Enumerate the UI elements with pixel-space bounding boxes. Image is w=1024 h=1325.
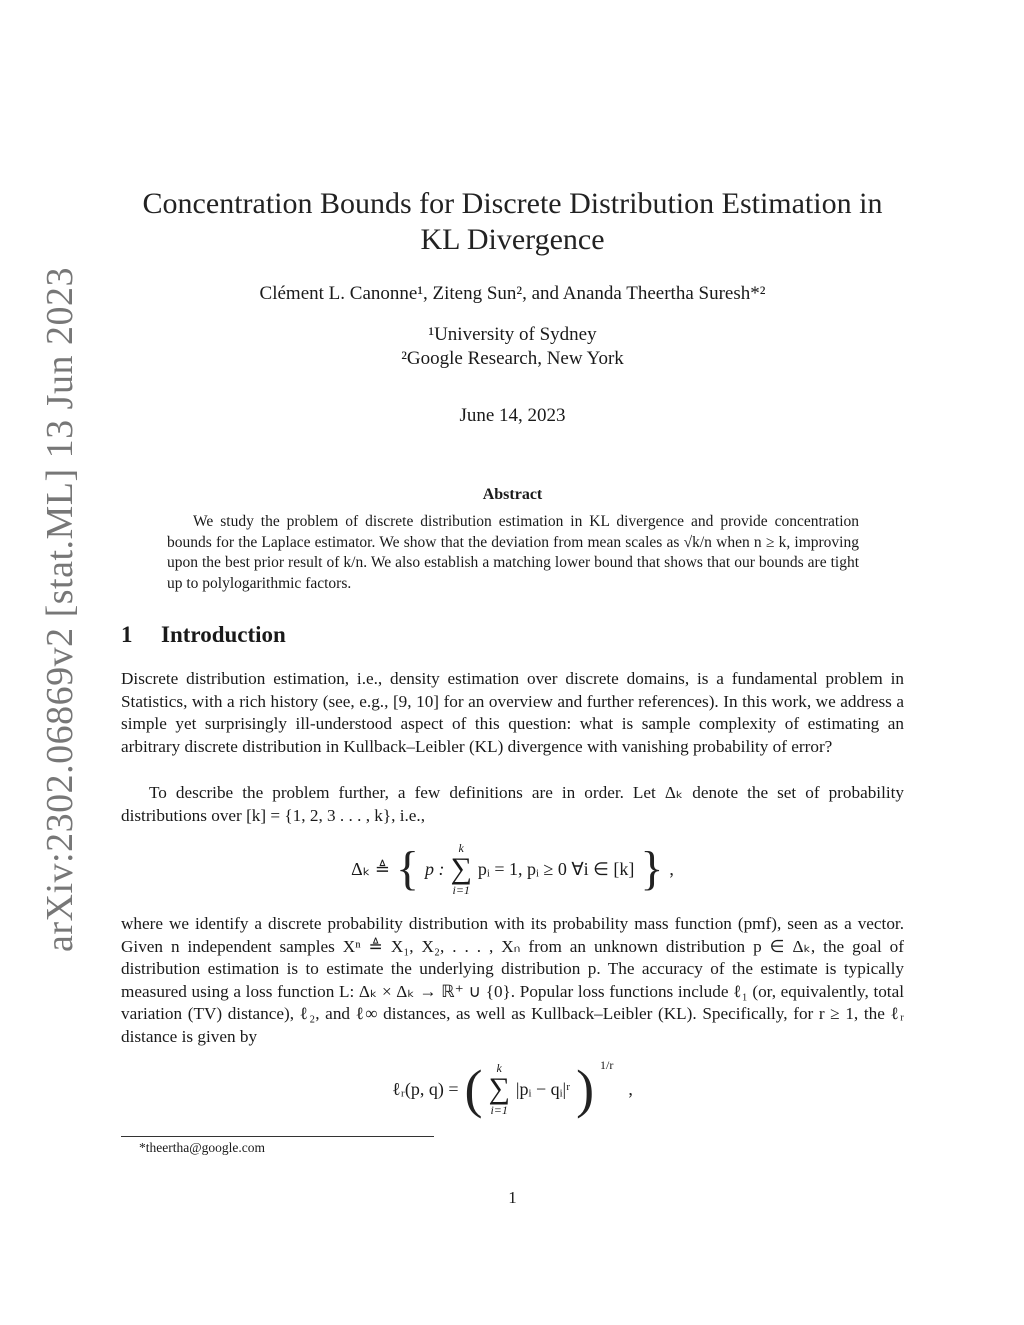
paragraph-text: Discrete distribution estimation, i.e., density estimation over discrete domains, is a fundamental problem in Statistics, with a rich history (see, e.g., [9, 10] for an overview and further references). In this work, we address a simple yet surprisingly ill-understood aspect of this question: what is sample complexity of estimating an arbitrary discrete distribution in Kullback–Leibler (KL) divergence with vanishing probability of error? — [121, 669, 904, 756]
affiliations — [121, 323, 904, 371]
section-number: 1 — [121, 622, 133, 647]
equation-condition: pᵢ = 1, pᵢ ≥ 0 ∀i ∈ [k] — [477, 858, 635, 879]
author-list: Clément L. Canonne¹, Ziteng Sun², and Ananda Theertha Suresh*² — [259, 283, 766, 304]
paragraph-1 — [121, 668, 904, 758]
equation-set-var: p : — [425, 858, 445, 879]
arxiv-identifier: arXiv:2302.06869v2 [stat.ML] 13 Jun 2023 — [39, 267, 81, 952]
paper-title: Concentration Bounds for Discrete Distribution Estimation in KL Divergence — [142, 187, 883, 256]
equation-simplex: Δₖ ≜ { p : k ∑ i=1 pᵢ = 1, pᵢ ≥ 0 ∀i ∈ [k] } , — [351, 841, 674, 897]
section-heading — [121, 622, 904, 648]
equation-lhs: ℓᵣ(p, q) = — [392, 1078, 459, 1099]
page-number: 1 — [508, 1188, 517, 1207]
footnote: *theertha@google.com — [139, 1140, 266, 1155]
paragraph-2 — [121, 782, 904, 827]
summation: k ∑ i=1 — [450, 841, 472, 897]
paper-date: June 14, 2023 — [459, 405, 566, 426]
abstract-text: We study the problem of discrete distribution estimation in KL divergence and provide concentration bounds for the Laplace estimator. We show that the deviation from mean scales as √k/n when n ≥ k, improving upon the best prior result of k/n. We also establish a matching lower bound that shows that our bounds are tight up to polylogarithmic factors. — [167, 513, 859, 592]
footnote-rule — [121, 1136, 434, 1137]
abstract-heading: Abstract — [482, 486, 543, 503]
abstract-body — [167, 512, 859, 594]
section-title: Introduction — [161, 622, 286, 647]
affiliation-1: ¹University of Sydney — [428, 324, 597, 345]
paragraph-3 — [121, 913, 904, 1049]
paragraph-text: To describe the problem further, a few definitions are in order. Let Δₖ denote the set of probability distributions over [k] = {1, 2, 3 . . . , k}, i.e., — [121, 783, 904, 825]
equation-lr-distance: ℓᵣ(p, q) = ( k ∑ i=1 |pᵢ − qᵢ|ʳ ) $^{1/r}$ , — [392, 1057, 633, 1119]
equation-term: |pᵢ − qᵢ|ʳ — [515, 1078, 571, 1099]
paragraph-text: where we identify a discrete probability distribution with its probability mass function (pmf), seen as a vector. Given n independent samples Xⁿ ≜ X₁, X₂, . . . , Xₙ from an unknown distribution p ∈ Δₖ, the goal of distribution estimation is to estimate the underlying distribution p. The accuracy of the estimate is typically measured using a loss function L: Δₖ × Δₖ → ℝ⁺ ∪ {0}. Popular loss functions include ℓ₁ (or, equivalently, total variation (TV) distance), ℓ₂, and ℓ∞ distances, as well as Kullback–Leibler (KL). Specifically, for r ≥ 1, the ℓᵣ distance is given by — [121, 914, 904, 1046]
equation-power: 1/r — [600, 1057, 614, 1072]
summation: k ∑ i=1 — [488, 1061, 510, 1117]
equation-lhs: Δₖ ≜ — [351, 858, 390, 879]
affiliation-2: ²Google Research, New York — [401, 348, 624, 369]
